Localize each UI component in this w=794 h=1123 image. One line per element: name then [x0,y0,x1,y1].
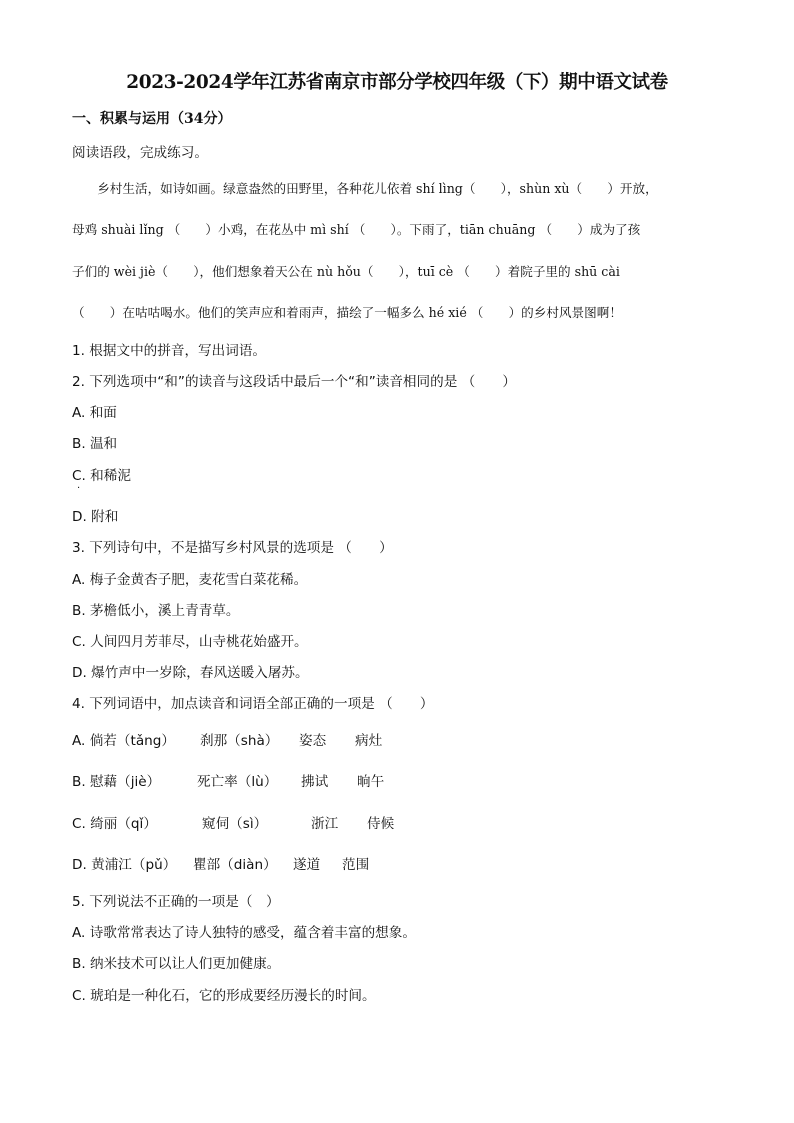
q4-option-c-word-1: C. 绮丽（qǐ） [72,816,157,832]
q2-option-b: B. 温和 [72,436,118,452]
q4-option-b-word-2: 死亡率（lù） [197,774,278,790]
q4-option-a-word-1: A. 倘若（tǎng） [72,733,175,749]
q4-option-d-word-3: 遂道 [293,857,321,873]
q4-option-b-word-3: 拂试 [301,774,329,790]
q4-option-d-word-1: D. 黄浦江（pǔ） [72,857,177,873]
q4-option-c-word-2: 窥伺（sì） [202,816,268,832]
q3-option-a: A. 梅子金黄杏子肥，麦花雪白菜花稀。 [72,572,308,588]
passage-line-3: 子们的 wèi jiè（ ），他们想象着天公在 nù hǒu（ ），tuī cè （ ）着院子里的 shū cài [72,264,620,279]
q2-option-c: C. 和稀泥 [72,468,131,484]
question-1: 1. 根据文中的拼音，写出词语。 [72,343,267,359]
passage-line-1: 乡村生活，如诗如画。绿意盎然的田野里，各种花儿依着 shí lìng（ ），shùn xù（ ）开放， [72,181,658,196]
question-2: 2. 下列选项中“和”的读音与这段话中最后一个“和”读音相同的是 （ ） [72,374,516,390]
q3-option-d: D. 爆竹声中一岁除，春风送暖入屠苏。 [72,665,309,681]
q2-option-d: D. 附和 [72,509,119,525]
q4-option-c-word-4: 侍候 [367,816,395,832]
q4-option-d-word-2: 瞿部（diàn） [193,857,277,873]
q3-option-b: B. 茅檐低小，溪上青青草。 [72,603,240,619]
q2-option-a: A. 和面 [72,405,117,421]
stray-dot-mark: · [77,483,81,494]
passage-line-4: （ ）在咕咕喝水。他们的笑声应和着雨声，描绘了一幅多么 hé xié （ ）的乡村风景图啊！ [72,305,622,320]
q4-option-a-word-2: 刹那（shà） [200,733,279,749]
q4-option-b-word-4: 晌午 [357,774,385,790]
q4-option-a-word-4: 病灶 [355,733,383,749]
q4-option-a-word-3: 姿态 [299,733,327,749]
q4-option-b-word-1: B. 慰藉（jiè） [72,774,161,790]
q5-option-b: B. 纳米技术可以让人们更加健康。 [72,956,281,972]
section-heading: 一、积累与运用（34分） [72,111,232,127]
question-4: 4. 下列词语中，加点读音和词语全部正确的一项是 （ ） [72,696,434,712]
reading-instruction: 阅读语段，完成练习。 [72,145,208,161]
q4-option-c-word-3: 浙江 [311,816,339,832]
question-3: 3. 下列诗句中，不是描写乡村风景的选项是 （ ） [72,540,393,556]
exam-title: 2023-2024学年江苏省南京市部分学校四年级（下）期中语文试卷 [126,72,668,93]
question-5: 5. 下列说法不正确的一项是（ ） [72,894,280,910]
q5-option-a: A. 诗歌常常表达了诗人独特的感受，蕴含着丰富的想象。 [72,925,416,941]
q3-option-c: C. 人间四月芳菲尽，山寺桃花始盛开。 [72,634,308,650]
q4-option-d-word-4: 范围 [342,857,370,873]
passage-line-2: 母鸡 shuài lǐng （ ）小鸡，在花丛中 mì shí （ ）。下雨了，tiān chuāng （ ）成为了孩 [72,222,641,237]
q5-option-c: C. 琥珀是一种化石，它的形成要经历漫长的时间。 [72,988,376,1004]
